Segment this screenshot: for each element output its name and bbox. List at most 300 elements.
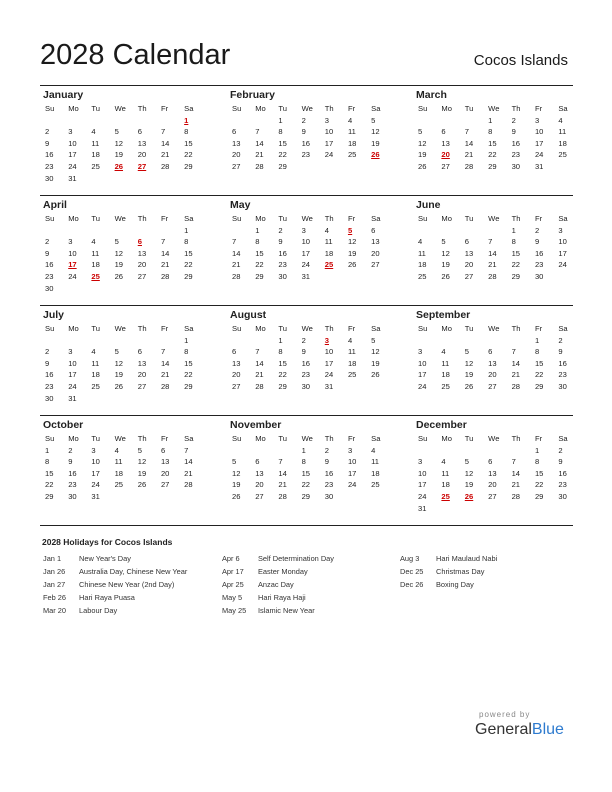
weekday-label: Su [232, 214, 242, 223]
day: 2 [511, 115, 516, 125]
day: 15 [184, 358, 193, 368]
month-days-grid [40, 213, 202, 294]
day: 1 [301, 445, 306, 455]
day: 14 [184, 457, 193, 467]
month-april [40, 196, 227, 305]
day: 2 [45, 347, 50, 357]
day: 20 [137, 370, 147, 380]
day: 23 [558, 370, 567, 380]
day: 11 [324, 237, 333, 247]
day: 15 [534, 468, 544, 478]
weekday-label: We [114, 324, 126, 333]
day: 19 [464, 480, 474, 490]
day: 2 [534, 225, 540, 235]
day: 5 [464, 457, 470, 467]
day: 24 [418, 381, 427, 391]
day: 12 [441, 248, 450, 258]
day: 7 [255, 127, 260, 137]
day: 13 [137, 248, 147, 258]
day: 1 [534, 445, 540, 455]
month-row [40, 86, 573, 196]
day: 23 [45, 381, 54, 391]
day: 22 [534, 480, 544, 490]
day: 12 [418, 138, 427, 148]
day: 9 [324, 457, 329, 467]
day: 16 [558, 468, 567, 478]
day: 12 [114, 358, 124, 368]
day: 12 [114, 248, 124, 258]
month-june [413, 196, 573, 305]
holiday-day: 27 [137, 161, 147, 171]
months-grid [40, 86, 573, 526]
day: 21 [255, 370, 264, 380]
holiday-item [43, 605, 187, 618]
day: 14 [511, 468, 521, 478]
day: 29 [184, 381, 193, 391]
day: 24 [347, 480, 357, 490]
weekday-label: Mo [441, 434, 452, 443]
brand-logo[interactable] [475, 720, 564, 740]
weekday-label: Mo [441, 214, 452, 223]
day: 14 [255, 138, 264, 148]
holiday-day: 20 [441, 150, 450, 160]
empty-day [156, 115, 179, 127]
holiday-date: Feb 26 [43, 592, 67, 602]
month-name: July [43, 309, 65, 321]
day: 9 [45, 138, 50, 148]
day: 20 [232, 370, 241, 380]
day: 11 [114, 457, 123, 467]
day: 8 [184, 237, 189, 247]
day: 22 [488, 150, 497, 160]
day: 26 [114, 381, 124, 391]
day: 28 [255, 161, 264, 171]
weekday-label: We [488, 324, 500, 333]
holiday-date: Dec 25 [400, 566, 424, 576]
empty-day [110, 225, 133, 237]
day: 21 [160, 150, 170, 160]
weekday-label: We [488, 214, 500, 223]
day: 24 [534, 150, 544, 160]
day: 27 [464, 271, 474, 281]
month-days-grid [227, 103, 389, 173]
weekday-label: We [114, 434, 126, 443]
month-row [40, 196, 573, 306]
day: 8 [184, 127, 189, 137]
weekday-label: Th [137, 104, 147, 113]
day: 13 [371, 237, 380, 247]
day: 16 [45, 370, 54, 380]
holiday-day: 3 [324, 335, 329, 345]
empty-day [227, 115, 250, 127]
weekday-label: We [301, 324, 313, 333]
day: 9 [558, 347, 563, 357]
weekday-label: Fr [160, 324, 169, 333]
empty-day [156, 225, 179, 237]
day: 12 [464, 358, 474, 368]
day: 3 [324, 115, 329, 125]
day: 10 [68, 138, 77, 148]
day: 3 [301, 225, 306, 235]
day: 16 [45, 150, 54, 160]
empty-day [436, 445, 459, 457]
holiday-name: New Year's Day [79, 554, 131, 563]
day: 7 [184, 445, 189, 455]
day: 2 [278, 225, 283, 235]
empty-day [507, 445, 530, 457]
day: 14 [278, 468, 287, 478]
day: 13 [160, 457, 170, 467]
weekday-label: Sa [184, 434, 194, 443]
day: 16 [301, 138, 311, 148]
weekday-label: Tu [91, 434, 100, 443]
day: 13 [255, 468, 264, 478]
day: 15 [511, 248, 521, 258]
day: 25 [347, 370, 357, 380]
empty-day [250, 335, 273, 347]
day: 22 [45, 480, 54, 490]
holiday-item [43, 566, 187, 579]
day: 21 [278, 480, 287, 490]
day: 30 [45, 283, 54, 293]
holiday-date: Mar 20 [43, 605, 67, 615]
day: 19 [114, 150, 124, 160]
day: 13 [137, 358, 147, 368]
day: 24 [324, 370, 334, 380]
day: 30 [534, 271, 544, 281]
day: 8 [45, 457, 50, 467]
day: 4 [91, 237, 96, 247]
day: 16 [301, 358, 311, 368]
day: 31 [68, 393, 77, 403]
day: 5 [137, 445, 142, 455]
day: 6 [488, 347, 493, 357]
empty-day [227, 225, 250, 237]
empty-day [63, 335, 86, 347]
day: 4 [114, 445, 119, 455]
day: 27 [371, 260, 380, 270]
weekday-label: Sa [558, 214, 568, 223]
holiday-date: Jan 26 [43, 566, 66, 576]
day: 6 [160, 445, 166, 455]
day: 20 [137, 260, 147, 270]
day: 25 [441, 381, 450, 391]
holiday-item [400, 566, 497, 579]
month-days-grid [40, 103, 202, 184]
month-days-grid [227, 433, 389, 503]
weekday-label: Mo [441, 324, 452, 333]
day: 18 [371, 468, 380, 478]
day: 31 [301, 271, 311, 281]
month-july [40, 306, 227, 415]
day: 27 [488, 381, 497, 391]
day: 19 [371, 138, 380, 148]
day: 2 [324, 445, 329, 455]
month-days-grid [40, 433, 202, 503]
holiday-name: Hari Raya Haji [258, 592, 306, 602]
weekday-label: Fr [534, 434, 543, 443]
day: 2 [301, 115, 306, 125]
day: 3 [418, 347, 423, 357]
day: 17 [558, 248, 567, 258]
day: 23 [511, 150, 521, 160]
day: 16 [558, 358, 567, 368]
day: 4 [441, 347, 446, 357]
month-name: February [230, 89, 275, 101]
weekday-label: Tu [278, 104, 287, 113]
day: 11 [418, 248, 426, 258]
day: 8 [534, 457, 540, 467]
empty-day [110, 115, 133, 127]
day: 4 [91, 347, 96, 357]
weekday-label: Fr [160, 104, 169, 113]
day: 8 [278, 127, 283, 137]
day: 25 [371, 480, 380, 490]
empty-day [413, 115, 436, 127]
day: 4 [418, 237, 423, 247]
holiday-name: Chinese New Year (2nd Day) [79, 579, 175, 589]
day: 24 [301, 260, 311, 270]
weekday-label: Th [137, 434, 147, 443]
powered-by-label: powered by [479, 710, 531, 719]
day: 9 [45, 248, 50, 258]
day: 13 [464, 248, 474, 258]
day: 15 [184, 138, 193, 148]
day: 7 [160, 127, 166, 137]
day: 7 [464, 127, 470, 137]
day: 22 [301, 480, 311, 490]
day: 4 [558, 115, 563, 125]
holiday-item [400, 553, 497, 566]
empty-day [436, 335, 459, 347]
holiday-day: 6 [137, 237, 142, 247]
day: 5 [114, 127, 119, 137]
holiday-item [222, 553, 334, 566]
empty-day [40, 115, 63, 127]
day: 4 [441, 457, 446, 467]
day: 10 [347, 457, 357, 467]
day: 8 [255, 237, 260, 247]
month-days-grid [227, 213, 389, 283]
holiday-item [222, 579, 334, 592]
weekday-label: Su [232, 434, 242, 443]
day: 19 [114, 260, 124, 270]
brand-blue: Blue [531, 721, 564, 738]
day: 27 [255, 491, 264, 501]
day: 3 [347, 445, 353, 455]
weekday-label: Mo [441, 104, 452, 113]
day: 19 [347, 248, 357, 258]
weekday-label: Th [137, 324, 147, 333]
weekday-label: Tu [464, 324, 474, 333]
weekday-label: Th [511, 104, 521, 113]
day: 5 [114, 237, 119, 247]
day: 28 [488, 271, 497, 281]
day: 28 [464, 161, 474, 171]
day: 6 [441, 127, 446, 137]
day: 9 [558, 457, 563, 467]
day: 2 [301, 335, 306, 345]
day: 8 [184, 347, 189, 357]
day: 7 [511, 457, 516, 467]
weekday-label: Su [232, 324, 242, 333]
weekday-label: Su [45, 434, 55, 443]
day: 23 [45, 271, 54, 281]
holiday-name: Christmas Day [436, 566, 485, 576]
day: 13 [441, 138, 450, 148]
weekday-label: Sa [371, 104, 381, 113]
day: 11 [441, 468, 450, 478]
holiday-date: May 5 [222, 592, 243, 602]
empty-day [413, 445, 436, 457]
day: 14 [160, 358, 170, 368]
month-name: August [230, 309, 267, 321]
day: 18 [324, 248, 334, 258]
day: 27 [488, 491, 497, 501]
day: 5 [371, 115, 376, 125]
day: 16 [534, 248, 544, 258]
day: 21 [160, 370, 170, 380]
day: 3 [418, 457, 423, 467]
day: 22 [511, 260, 521, 270]
month-row [40, 416, 573, 526]
weekday-label: Su [45, 104, 55, 113]
empty-day [40, 335, 63, 347]
day: 28 [160, 271, 170, 281]
day: 31 [418, 503, 427, 513]
day: 22 [255, 260, 264, 270]
day: 6 [255, 457, 260, 467]
day: 3 [68, 347, 73, 357]
weekday-label: Mo [255, 214, 266, 223]
month-august [227, 306, 413, 415]
empty-day [436, 225, 459, 237]
day: 30 [45, 173, 54, 183]
day: 11 [91, 358, 100, 368]
day: 12 [371, 347, 380, 357]
weekday-label: Fr [160, 434, 169, 443]
day: 16 [511, 138, 521, 148]
day: 23 [534, 260, 544, 270]
day: 9 [45, 358, 50, 368]
day: 24 [68, 381, 77, 391]
day: 29 [255, 271, 264, 281]
holiday-date: May 25 [222, 605, 247, 615]
day: 17 [68, 370, 77, 380]
day: 21 [511, 370, 521, 380]
day: 26 [371, 370, 380, 380]
day: 1 [278, 115, 283, 125]
day: 2 [45, 127, 50, 137]
weekday-label: Su [232, 104, 242, 113]
empty-day [133, 335, 156, 347]
empty-day [133, 115, 156, 127]
holiday-day: 26 [464, 491, 474, 501]
day: 23 [68, 480, 77, 490]
holidays-title: 2028 Holidays for Cocos Islands [42, 537, 173, 547]
day: 20 [464, 260, 474, 270]
day: 3 [68, 237, 73, 247]
weekday-label: Th [324, 104, 334, 113]
weekday-label: Mo [255, 324, 266, 333]
holiday-item [222, 592, 334, 605]
day: 27 [441, 161, 450, 171]
weekday-label: Sa [558, 434, 568, 443]
day: 10 [91, 457, 100, 467]
day: 6 [488, 457, 493, 467]
day: 22 [184, 370, 193, 380]
day: 26 [441, 271, 450, 281]
day: 25 [558, 150, 567, 160]
weekday-label: Fr [347, 214, 356, 223]
day: 4 [347, 335, 353, 345]
day: 21 [184, 468, 193, 478]
holiday-item [222, 566, 334, 579]
day: 10 [418, 358, 427, 368]
day: 5 [114, 347, 119, 357]
day: 30 [301, 381, 311, 391]
weekday-label: Su [418, 434, 428, 443]
day: 7 [160, 347, 166, 357]
day: 27 [232, 381, 241, 391]
day: 14 [255, 358, 264, 368]
day: 11 [347, 347, 356, 357]
empty-day [227, 335, 250, 347]
weekday-label: We [114, 214, 126, 223]
holiday-date: Jan 27 [43, 579, 66, 589]
empty-day [460, 225, 483, 237]
day: 29 [488, 161, 497, 171]
day: 11 [558, 127, 567, 137]
empty-day [110, 335, 133, 347]
day: 11 [371, 457, 380, 467]
day: 26 [232, 491, 241, 501]
day: 5 [464, 347, 470, 357]
holiday-name: Islamic New Year [258, 605, 315, 615]
weekday-label: Su [45, 214, 55, 223]
day: 6 [371, 225, 376, 235]
day: 6 [464, 237, 470, 247]
weekday-label: Tu [91, 104, 100, 113]
day: 15 [278, 138, 287, 148]
day: 7 [511, 347, 516, 357]
day: 8 [301, 457, 306, 467]
day: 29 [301, 491, 311, 501]
day: 12 [232, 468, 241, 478]
empty-day [40, 225, 63, 237]
holiday-name: Australia Day, Chinese New Year [79, 566, 188, 576]
holiday-name: Labour Day [79, 605, 118, 615]
empty-day [250, 445, 273, 457]
day: 30 [324, 491, 334, 501]
month-name: April [43, 199, 67, 211]
day: 18 [558, 138, 567, 148]
day: 2 [68, 445, 73, 455]
day: 27 [137, 271, 147, 281]
day: 2 [558, 445, 563, 455]
day: 9 [534, 237, 540, 247]
day: 1 [534, 335, 540, 345]
day: 6 [232, 127, 237, 137]
day: 22 [184, 150, 193, 160]
day: 1 [511, 225, 516, 235]
day: 14 [511, 358, 521, 368]
holiday-column [43, 553, 187, 618]
day: 17 [91, 468, 100, 478]
weekday-label: Sa [558, 104, 568, 113]
day: 23 [45, 161, 54, 171]
day: 15 [255, 248, 264, 258]
